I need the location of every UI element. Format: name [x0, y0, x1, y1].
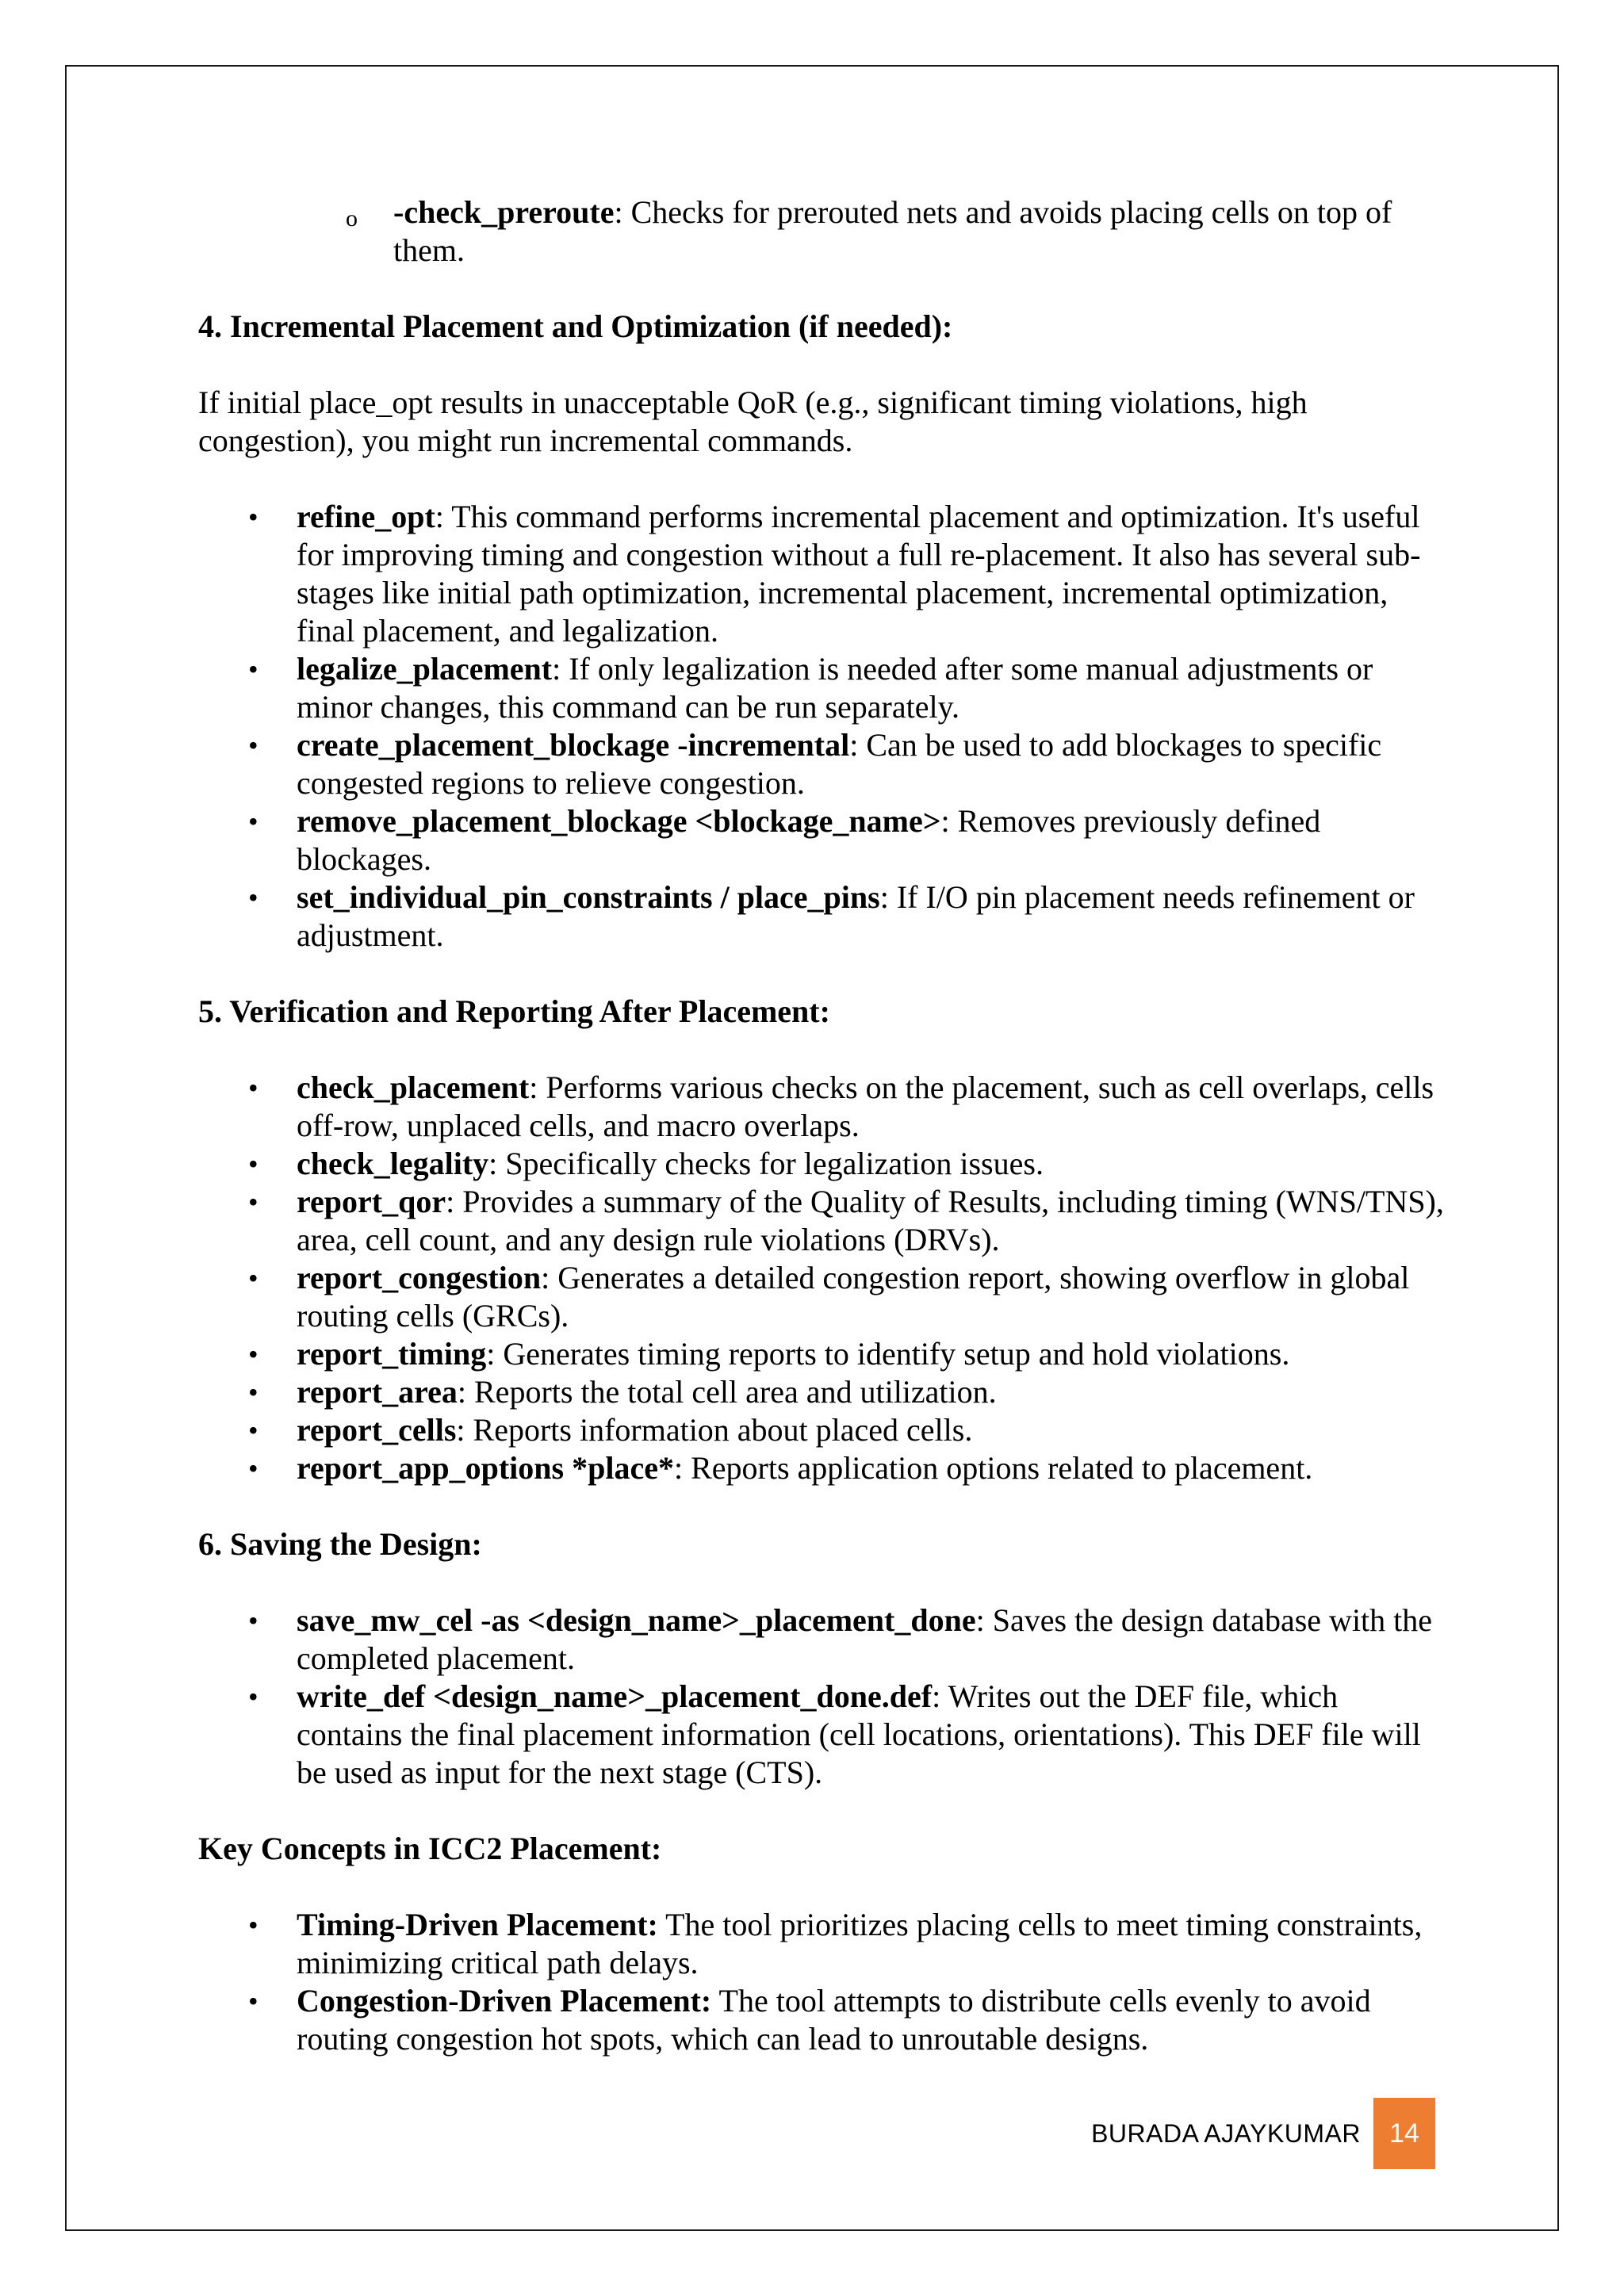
command-term: -check_preroute [393, 194, 615, 230]
command-term: create_placement_blockage -incremental [297, 727, 850, 763]
bullet-icon: • [248, 1148, 259, 1180]
command-term: legalize_placement [297, 651, 553, 687]
section-intro: If initial place_opt results in unacceptable QoR (e.g., significant timing violations, high congestion), you might run incremental commands. [198, 385, 1308, 458]
command-desc: : Generates timing reports to identify setup and hold violations. [486, 1336, 1290, 1372]
list-item [198, 802, 1451, 878]
command-desc: : Provides a summary of the Quality of Results, including timing (WNS/TNS), area, cell count, and any design rule violations (DRVs). [297, 1184, 1444, 1257]
sub-bullet-check-preroute [198, 193, 1451, 270]
command-desc: : If I/O pin placement needs refinement or adjustment. [297, 879, 1415, 953]
bullet-icon: • [248, 1376, 259, 1408]
command-desc: : If only legalization is needed after some manual adjustments or minor changes, this command can be run separately. [297, 651, 1373, 725]
bullet-icon: • [248, 1414, 259, 1446]
command-term: report_area [297, 1374, 458, 1410]
command-desc: : Reports application options related to placement. [673, 1450, 1313, 1486]
list-item [198, 1069, 1451, 1145]
command-term: check_legality [297, 1146, 489, 1181]
list-item [198, 1906, 1451, 1982]
list-item [198, 878, 1451, 955]
command-term: report_congestion [297, 1260, 542, 1295]
concept-desc: The tool prioritizes placing cells to meet timing constraints, minimizing critical path delays. [297, 1907, 1423, 1980]
bullet-icon: • [248, 1605, 259, 1636]
bullet-icon: • [248, 882, 259, 913]
concept-term: Timing-Driven Placement: [297, 1907, 658, 1942]
command-desc: : Checks for prerouted nets and avoids placing cells on top of them. [393, 194, 1392, 268]
section-heading-saving: 6. Saving the Design: [198, 1526, 482, 1562]
bullet-icon: • [248, 1681, 259, 1712]
list-item [198, 1601, 1451, 1678]
command-desc: : Can be used to add blockages to specific congested regions to relieve congestion. [297, 727, 1382, 801]
list-item [198, 650, 1451, 726]
section-heading-incremental: 4. Incremental Placement and Optimization (if needed): [198, 308, 953, 344]
list-item [198, 1411, 1451, 1449]
list-item [198, 726, 1451, 802]
command-desc: : Saves the design database with the completed placement. [297, 1602, 1433, 1676]
document-body [198, 193, 1451, 2058]
command-desc: : Removes previously defined blockages. [297, 803, 1321, 877]
list-item [198, 498, 1451, 650]
list-item [198, 1259, 1451, 1335]
list-item [198, 1678, 1451, 1792]
command-term: save_mw_cel -as <design_name>_placement_done [297, 1602, 976, 1638]
circle-bullet-icon: o [346, 205, 358, 232]
command-term: report_cells [297, 1412, 457, 1448]
command-term: report_timing [297, 1336, 487, 1372]
bullet-icon: • [248, 1072, 259, 1104]
bullet-icon: • [248, 806, 259, 837]
verification-commands-list [198, 1069, 1451, 1487]
saving-commands-list [198, 1601, 1451, 1792]
bullet-icon: • [248, 1452, 259, 1484]
page-footer [1091, 2098, 1435, 2169]
list-item [198, 1982, 1451, 2058]
command-term: report_app_options *place* [297, 1450, 674, 1486]
list-item [198, 1145, 1451, 1183]
bullet-icon: • [248, 729, 259, 761]
list-item [198, 1373, 1451, 1411]
command-desc: : This command performs incremental placement and optimization. It's useful for improving timing and congestion without a full re-placement. It also has several sub-stages like initial path optimization, incremental placement, incremental optimization, final placement, and legalization. [297, 499, 1421, 649]
footer-author: BURADA AJAYKUMAR [1091, 2118, 1361, 2148]
command-term: remove_placement_blockage <blockage_name> [297, 803, 941, 839]
bullet-icon: • [248, 653, 259, 685]
bullet-icon: • [248, 501, 259, 533]
command-term: refine_opt [297, 499, 435, 534]
command-term: check_placement [297, 1070, 530, 1105]
command-desc: : Specifically checks for legalization issues. [488, 1146, 1044, 1181]
command-term: write_def <design_name>_placement_done.def [297, 1678, 933, 1714]
bullet-icon: • [248, 1186, 259, 1218]
command-desc: : Writes out the DEF file, which contains the final placement information (cell locations, orientations). This DEF file will be used as input for the next stage (CTS). [297, 1678, 1421, 1790]
page-number-badge: 14 [1373, 2098, 1435, 2169]
section-heading-key-concepts: Key Concepts in ICC2 Placement: [198, 1831, 662, 1866]
concept-term: Congestion-Driven Placement: [297, 1983, 712, 2019]
command-term: report_qor [297, 1184, 446, 1219]
command-term: set_individual_pin_constraints / place_pins [297, 879, 880, 915]
command-desc: : Generates a detailed congestion report, showing overflow in global routing cells (GRCs). [297, 1260, 1410, 1334]
bullet-icon: • [248, 1338, 259, 1370]
incremental-commands-list [198, 498, 1451, 955]
list-item [198, 1183, 1451, 1259]
list-item [198, 1449, 1451, 1487]
key-concepts-list [198, 1906, 1451, 2058]
command-desc: : Reports information about placed cells. [456, 1412, 973, 1448]
concept-desc: The tool attempts to distribute cells evenly to avoid routing congestion hot spots, which can lead to unroutable designs. [297, 1983, 1371, 2057]
bullet-icon: • [248, 1262, 259, 1294]
bullet-icon: • [248, 1909, 259, 1941]
command-desc: : Reports the total cell area and utilization. [457, 1374, 997, 1410]
command-desc: : Performs various checks on the placement, such as cell overlaps, cells off-row, unplaced cells, and macro overlaps. [297, 1070, 1434, 1143]
list-item [198, 1335, 1451, 1373]
section-heading-verification: 5. Verification and Reporting After Placement: [198, 993, 830, 1029]
bullet-icon: • [248, 1985, 259, 2017]
